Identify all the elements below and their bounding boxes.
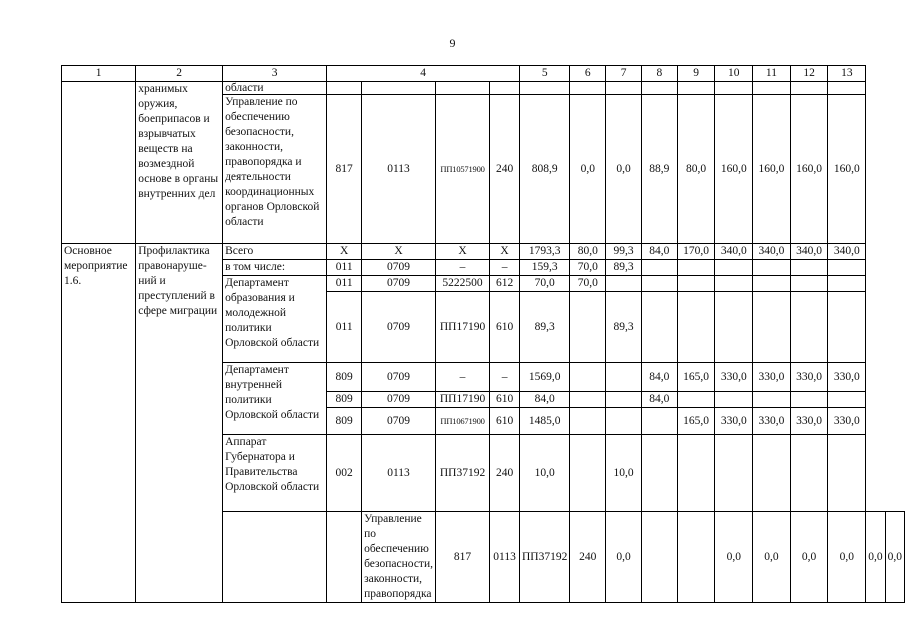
table-row — [62, 82, 905, 95]
value-cell: 80,0 — [570, 244, 606, 260]
empty-cell — [828, 82, 866, 95]
grbs-cell: 011 — [327, 292, 362, 363]
empty-cell — [677, 435, 715, 512]
value-cell: 165,0 — [677, 363, 715, 392]
value-cell: 0,0 — [866, 512, 885, 603]
empty-cell — [520, 82, 570, 95]
header-row — [62, 66, 905, 82]
value-cell: 70,0 — [570, 260, 606, 276]
empty-cell — [570, 435, 606, 512]
value-cell: 170,0 — [677, 244, 715, 260]
grbs-cell: 809 — [327, 392, 362, 408]
value-cell: 160,0 — [715, 95, 753, 244]
rzpr-cell: 0709 — [362, 292, 436, 363]
value-cell: 10,0 — [606, 435, 642, 512]
csr-cell: ПП17190 — [435, 392, 489, 408]
header-cell: 3 — [223, 66, 327, 82]
vr-cell: 240 — [490, 435, 520, 512]
value-cell: 84,0 — [641, 244, 677, 260]
org-name: Управление по обеспечению безопасности, законности, правопорядка — [362, 512, 436, 603]
empty-cell — [641, 512, 677, 603]
empty-cell — [677, 292, 715, 363]
org-name: Аппарат Губернатора и Правительства Орловской области — [223, 435, 327, 512]
page-number: 9 — [449, 36, 456, 50]
value-cell: 159,3 — [520, 260, 570, 276]
value-cell: 1793,3 — [520, 244, 570, 260]
grbs-cell: 011 — [327, 276, 362, 292]
vr-cell: 612 — [490, 276, 520, 292]
empty-cell — [435, 82, 489, 95]
empty-cell — [570, 392, 606, 408]
value-cell: 160,0 — [753, 95, 791, 244]
empty-cell — [753, 292, 791, 363]
empty-cell — [715, 276, 753, 292]
value-cell: 0,0 — [606, 512, 642, 603]
empty-cell — [327, 512, 362, 603]
empty-cell — [606, 392, 642, 408]
rzpr-cell: 0113 — [362, 95, 436, 244]
vr-cell: 610 — [490, 408, 520, 435]
empty-cell — [641, 292, 677, 363]
value-cell: 84,0 — [641, 363, 677, 392]
empty-cell — [570, 292, 606, 363]
grbs-cell: 002 — [327, 435, 362, 512]
empty-cell — [828, 276, 866, 292]
value-cell: 340,0 — [753, 244, 791, 260]
rzpr-cell: 0113 — [490, 512, 520, 603]
header-cell: 11 — [753, 66, 791, 82]
value-cell: 330,0 — [753, 363, 791, 392]
org-name: Департамент образования и молодежной политики Орловской области — [223, 276, 327, 363]
empty-cell — [570, 82, 606, 95]
grbs-cell: X — [327, 244, 362, 260]
empty-cell — [753, 392, 791, 408]
empty-cell — [606, 363, 642, 392]
table-row — [62, 244, 905, 260]
value-cell: 84,0 — [641, 392, 677, 408]
empty-cell — [677, 82, 715, 95]
total-label: Всего — [223, 244, 327, 260]
empty-cell — [327, 82, 362, 95]
csr-cell: ПП10671900 — [435, 408, 489, 435]
empty-cell — [790, 260, 828, 276]
empty-cell — [362, 82, 436, 95]
value-cell: 70,0 — [520, 276, 570, 292]
vr-cell: 240 — [570, 512, 606, 603]
empty-cell — [570, 408, 606, 435]
value-cell: 0,0 — [606, 95, 642, 244]
grbs-cell: 817 — [327, 95, 362, 244]
csr-cell: ПП17190 — [435, 292, 489, 363]
program-table — [61, 65, 905, 603]
rzpr-cell: X — [362, 244, 436, 260]
measure-name: Основное мероприятие 1.6. — [62, 244, 136, 603]
empty-cell — [790, 292, 828, 363]
value-cell: 160,0 — [790, 95, 828, 244]
value-cell: 10,0 — [520, 435, 570, 512]
rzpr-cell: 0709 — [362, 408, 436, 435]
value-cell: 330,0 — [828, 363, 866, 392]
header-cell: 1 — [62, 66, 136, 82]
csr-cell: ПП37192 — [520, 512, 570, 603]
empty-cell — [753, 82, 791, 95]
empty-cell — [753, 276, 791, 292]
empty-cell — [715, 392, 753, 408]
csr-cell: ПП37192 — [435, 435, 489, 512]
grbs-cell: 809 — [327, 408, 362, 435]
value-cell: 340,0 — [790, 244, 828, 260]
org-name: Управление по обеспечению безопасности, законности, правопорядка и деятельности координационных органов Орловской области — [223, 95, 327, 244]
value-cell: 330,0 — [715, 408, 753, 435]
value-cell: 89,3 — [606, 260, 642, 276]
empty-cell — [641, 435, 677, 512]
value-cell: 88,9 — [641, 95, 677, 244]
rzpr-cell: 0113 — [362, 435, 436, 512]
value-cell: 340,0 — [715, 244, 753, 260]
header-cell: 7 — [606, 66, 642, 82]
incl-label: в том числе: — [223, 260, 327, 276]
empty-cell — [790, 276, 828, 292]
empty-cell — [570, 363, 606, 392]
empty-cell — [641, 408, 677, 435]
header-cell: 2 — [136, 66, 223, 82]
event-name: Профилактика правонаруше-ний и преступлений в сфере миграции — [136, 244, 223, 603]
rzpr-cell: 0709 — [362, 392, 436, 408]
vr-cell: – — [490, 363, 520, 392]
value-cell: 1569,0 — [520, 363, 570, 392]
value-cell: 99,3 — [606, 244, 642, 260]
grbs-cell: 817 — [435, 512, 489, 603]
header-cell: 12 — [790, 66, 828, 82]
csr-cell: X — [435, 244, 489, 260]
value-cell: 0,0 — [570, 95, 606, 244]
header-cell: 8 — [641, 66, 677, 82]
value-cell: 165,0 — [677, 408, 715, 435]
rzpr-cell: 0709 — [362, 363, 436, 392]
empty-cell — [677, 260, 715, 276]
value-cell: 0,0 — [885, 512, 904, 603]
empty-cell — [715, 292, 753, 363]
empty-cell — [753, 260, 791, 276]
empty-cell — [606, 82, 642, 95]
vr-cell: 240 — [490, 95, 520, 244]
value-cell: 0,0 — [790, 512, 828, 603]
rzpr-cell: 0709 — [362, 276, 436, 292]
header-cell: 13 — [828, 66, 866, 82]
org-name: Департамент внутренней политики Орловской области — [223, 363, 327, 435]
value-cell: 0,0 — [715, 512, 753, 603]
empty-cell — [490, 82, 520, 95]
grbs-cell: 011 — [327, 260, 362, 276]
empty-cell — [828, 260, 866, 276]
value-cell: 160,0 — [828, 95, 866, 244]
value-cell: 0,0 — [753, 512, 791, 603]
empty-cell — [790, 392, 828, 408]
csr-cell: ПП10571900 — [435, 95, 489, 244]
vr-cell: 610 — [490, 292, 520, 363]
grbs-cell: 809 — [327, 363, 362, 392]
empty-cell — [790, 82, 828, 95]
value-cell: 89,3 — [520, 292, 570, 363]
empty-cell — [677, 392, 715, 408]
header-cell: 5 — [520, 66, 570, 82]
empty-cell — [715, 82, 753, 95]
value-cell: 330,0 — [715, 363, 753, 392]
empty-cell — [641, 82, 677, 95]
empty-cell — [677, 512, 715, 603]
rzpr-cell: 0709 — [362, 260, 436, 276]
vr-cell: X — [490, 244, 520, 260]
header-cell: 6 — [570, 66, 606, 82]
empty-cell — [828, 292, 866, 363]
header-cell: 4 — [327, 66, 520, 82]
empty-cell — [828, 392, 866, 408]
event-name: хранимых оружия, боеприпасов и взрывчатых веществ на возмездной основе в органы внутренних дел — [136, 82, 223, 244]
empty-cell — [606, 276, 642, 292]
value-cell: 84,0 — [520, 392, 570, 408]
empty-cell — [606, 408, 642, 435]
value-cell: 330,0 — [753, 408, 791, 435]
empty-cell — [715, 435, 753, 512]
vr-cell: – — [490, 260, 520, 276]
empty-cell — [753, 435, 791, 512]
value-cell: 80,0 — [677, 95, 715, 244]
value-cell: 1485,0 — [520, 408, 570, 435]
empty-cell — [62, 82, 136, 244]
value-cell: 89,3 — [606, 292, 642, 363]
value-cell: 330,0 — [790, 363, 828, 392]
csr-cell: – — [435, 363, 489, 392]
empty-cell — [790, 435, 828, 512]
empty-cell — [641, 276, 677, 292]
value-cell: 0,0 — [828, 512, 866, 603]
empty-cell — [223, 512, 327, 603]
csr-cell: 5222500 — [435, 276, 489, 292]
empty-cell — [828, 435, 866, 512]
value-cell: 808,9 — [520, 95, 570, 244]
org-name: области — [223, 82, 327, 95]
empty-cell — [677, 276, 715, 292]
empty-cell — [641, 260, 677, 276]
empty-cell — [715, 260, 753, 276]
csr-cell: – — [435, 260, 489, 276]
value-cell: 70,0 — [570, 276, 606, 292]
vr-cell: 610 — [490, 392, 520, 408]
value-cell: 340,0 — [828, 244, 866, 260]
header-cell: 10 — [715, 66, 753, 82]
value-cell: 330,0 — [828, 408, 866, 435]
header-cell: 9 — [677, 66, 715, 82]
value-cell: 330,0 — [790, 408, 828, 435]
